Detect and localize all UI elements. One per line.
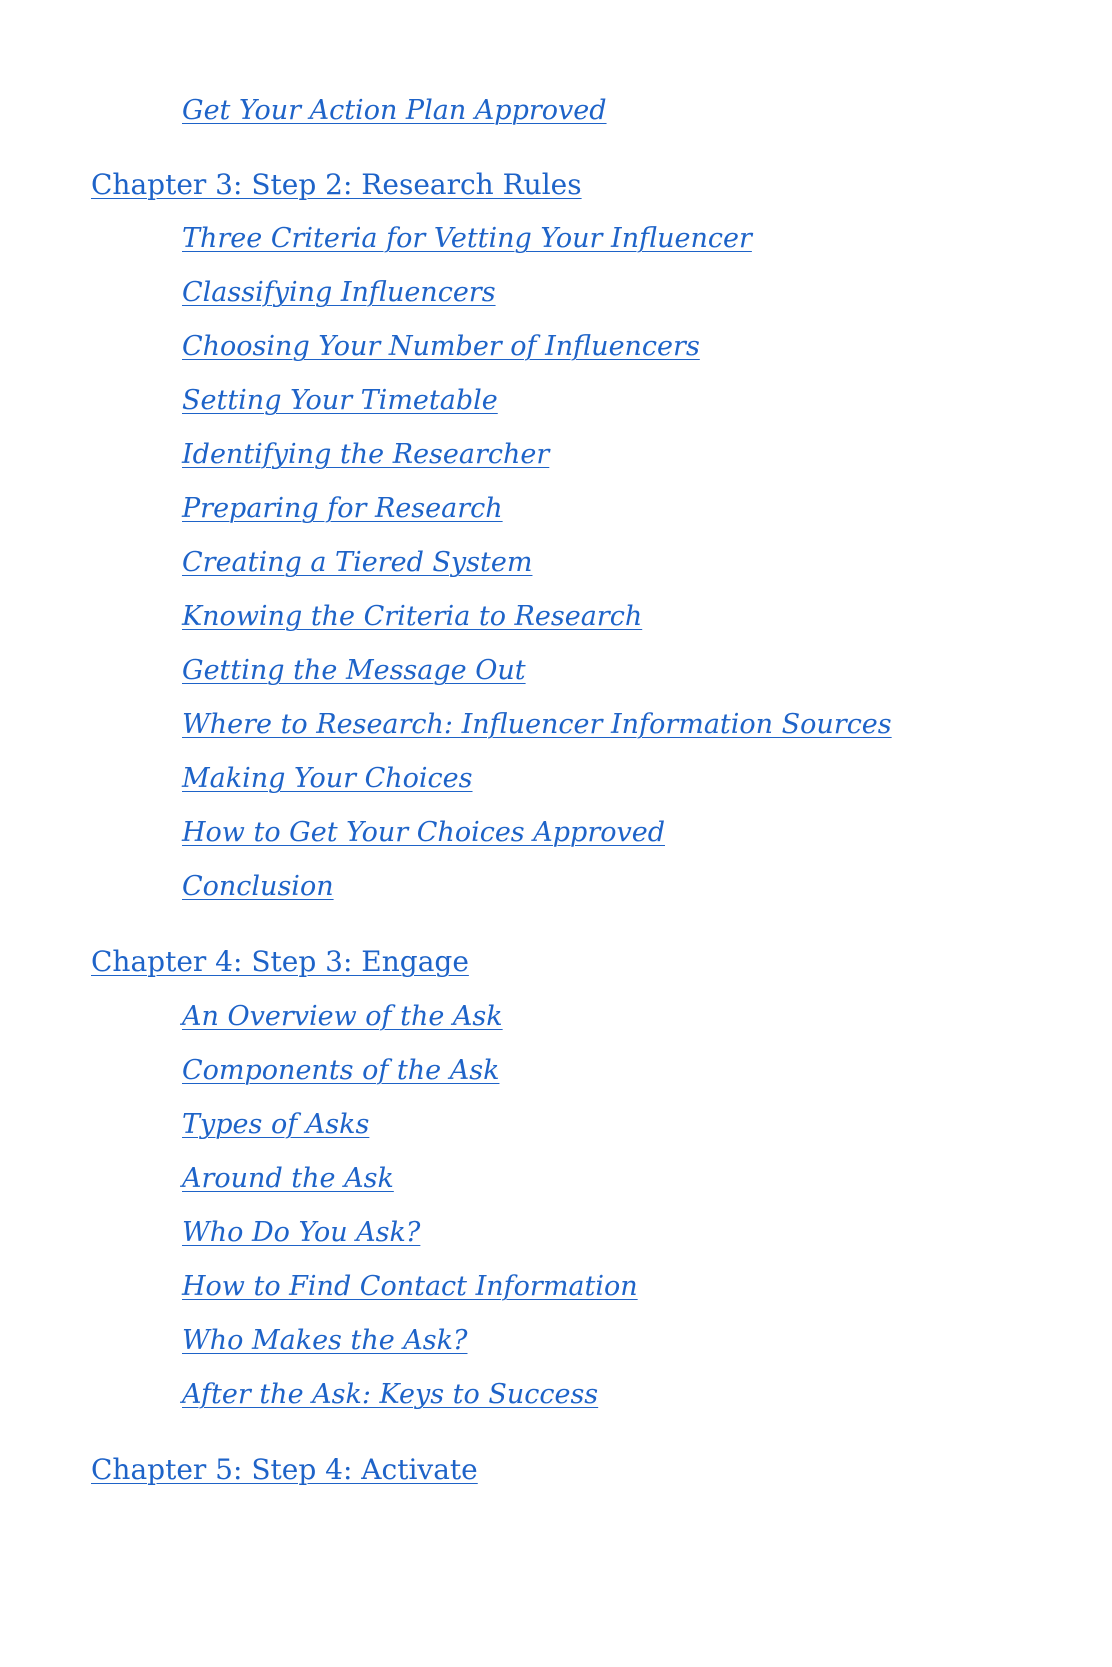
toc-link-overview-ask[interactable]: An Overview of the Ask xyxy=(182,1001,503,1032)
toc-link-get-your-action-plan-approved[interactable]: Get Your Action Plan Approved xyxy=(182,95,607,126)
toc-link-making-choices[interactable]: Making Your Choices xyxy=(182,763,473,794)
toc-link-preparing-research[interactable]: Preparing for Research xyxy=(182,493,503,524)
toc-link-getting-message-out[interactable]: Getting the Message Out xyxy=(182,655,526,686)
toc-link-who-makes-ask[interactable]: Who Makes the Ask? xyxy=(182,1325,468,1356)
toc-link-identifying-researcher[interactable]: Identifying the Researcher xyxy=(182,439,550,470)
toc-link-setting-timetable[interactable]: Setting Your Timetable xyxy=(182,385,498,416)
toc-link-tiered-system[interactable]: Creating a Tiered System xyxy=(182,547,533,578)
toc-link-where-to-research[interactable]: Where to Research: Influencer Information Sources xyxy=(182,709,892,740)
toc-link-after-ask[interactable]: After the Ask: Keys to Success xyxy=(182,1379,599,1410)
toc-link-components-ask[interactable]: Components of the Ask xyxy=(182,1055,500,1086)
toc-chapter-3-link[interactable]: Chapter 3: Step 2: Research Rules xyxy=(91,168,582,201)
toc-link-choices-approved[interactable]: How to Get Your Choices Approved xyxy=(182,817,665,848)
toc-link-find-contact-info[interactable]: How to Find Contact Information xyxy=(182,1271,638,1302)
toc-link-three-criteria[interactable]: Three Criteria for Vetting Your Influencer xyxy=(182,223,752,254)
toc-chapter-4-link[interactable]: Chapter 4: Step 3: Engage xyxy=(91,945,469,978)
toc-link-around-ask[interactable]: Around the Ask xyxy=(182,1163,394,1194)
toc-chapter-5-link[interactable]: Chapter 5: Step 4: Activate xyxy=(91,1453,478,1486)
toc-link-who-do-you-ask[interactable]: Who Do You Ask? xyxy=(182,1217,421,1248)
toc-link-criteria-to-research[interactable]: Knowing the Criteria to Research xyxy=(182,601,643,632)
toc-link-choosing-number[interactable]: Choosing Your Number of Influencers xyxy=(182,331,700,362)
toc-link-classifying-influencers[interactable]: Classifying Influencers xyxy=(182,277,496,308)
toc-link-types-asks[interactable]: Types of Asks xyxy=(182,1109,370,1140)
toc-link-conclusion[interactable]: Conclusion xyxy=(182,871,334,902)
